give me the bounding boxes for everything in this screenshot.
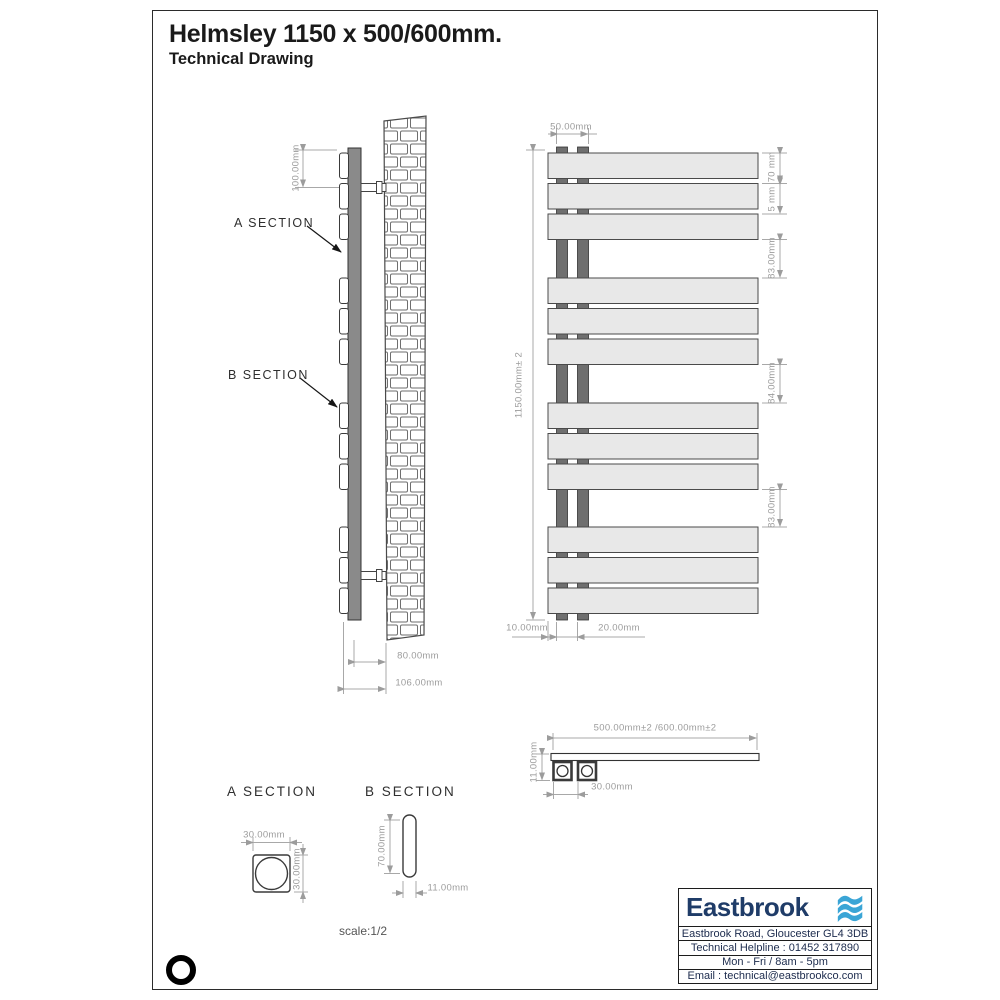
scale-note: scale:1/2	[338, 924, 388, 938]
dim-tube-spacing: 50.00mm	[550, 121, 592, 133]
panel-edge	[340, 434, 349, 460]
side-view-b-section-label: B SECTION	[228, 368, 309, 382]
panel-front	[548, 184, 758, 210]
panel-front	[548, 153, 758, 179]
dim-panel-height: 70 mm	[766, 151, 778, 183]
page-title: Helmsley 1150 x 500/600mm.	[169, 20, 502, 48]
registration-ring	[169, 958, 193, 982]
dim-overall-depth: 106.00mm	[395, 677, 443, 689]
section-b-detail	[403, 815, 416, 877]
panel-front	[548, 403, 758, 429]
section-a-width-dim: 30.00mm	[243, 829, 285, 841]
section-a-title: A SECTION	[227, 784, 318, 799]
footer-address: Eastbrook Road, Gloucester GL4 3DB	[679, 926, 871, 940]
panel-edge	[340, 588, 349, 614]
manufacturer-info-box	[678, 888, 872, 984]
panel-front	[548, 527, 758, 553]
dim-panel-depth: 11.00mm	[528, 741, 540, 783]
dim-bottom-tube-gap: 20.00mm	[598, 622, 640, 634]
dim-group-gap-2: 84.00mm	[766, 362, 778, 404]
panel-edge	[340, 464, 349, 490]
dim-bottom-offset: 10.00mm	[506, 622, 548, 634]
dim-depth-to-wall: 80.00mm	[397, 650, 439, 662]
panel-front	[548, 588, 758, 614]
panel-edge	[340, 558, 349, 584]
section-a-height-dim: 30.00mm	[291, 848, 303, 890]
footer-helpline: Technical Helpline : 01452 317890	[679, 940, 871, 954]
dim-overall-height: 1150.00mm± 2	[513, 351, 525, 419]
brand-logo-row	[679, 889, 871, 926]
panel-front	[548, 278, 758, 304]
panel-front	[548, 434, 758, 460]
panel-edges	[340, 153, 349, 614]
panel-front	[548, 464, 758, 490]
panel-edge	[340, 184, 349, 210]
dim-overall-width: 500.00mm±2 /600.00mm±2	[593, 722, 717, 734]
side-view-a-section-label: A SECTION	[234, 216, 315, 230]
dim-topview-tube-spacing: 30.00mm	[591, 781, 633, 793]
panel-edge	[340, 403, 349, 429]
section-b-width-dim: 11.00mm	[427, 882, 469, 894]
panel-edge	[340, 339, 349, 365]
panel-edge	[340, 527, 349, 553]
panel-edge	[340, 153, 349, 179]
dim-bracket-offset: 100.00mm	[290, 144, 302, 192]
panel-front	[548, 309, 758, 335]
eastbrook-waves-icon	[837, 893, 864, 922]
dim-group-gap-3: 83.00mm	[766, 486, 778, 528]
section-b-title: B SECTION	[365, 784, 456, 799]
side-view-wall	[384, 116, 426, 640]
section-b-height-dim: 70.00mm	[376, 825, 388, 867]
top-view	[551, 754, 759, 781]
side-view-radiator	[340, 148, 387, 620]
section-a-detail	[253, 855, 290, 892]
panel-front	[548, 214, 758, 240]
brand-wordmark: Eastbrook	[686, 892, 809, 922]
panel-edge	[340, 309, 349, 335]
footer-hours: Mon - Fri / 8am - 5pm	[679, 955, 871, 969]
panel-edge	[340, 214, 349, 240]
panel-front	[548, 339, 758, 365]
panel-edge	[340, 278, 349, 304]
dim-group-gap-1: 83.00mm	[766, 237, 778, 279]
page-subtitle: Technical Drawing	[169, 50, 314, 68]
footer-email: Email : technical@eastbrookco.com	[679, 969, 871, 983]
dim-panel-gap: 5 mm	[766, 186, 778, 212]
panel-front	[548, 558, 758, 584]
